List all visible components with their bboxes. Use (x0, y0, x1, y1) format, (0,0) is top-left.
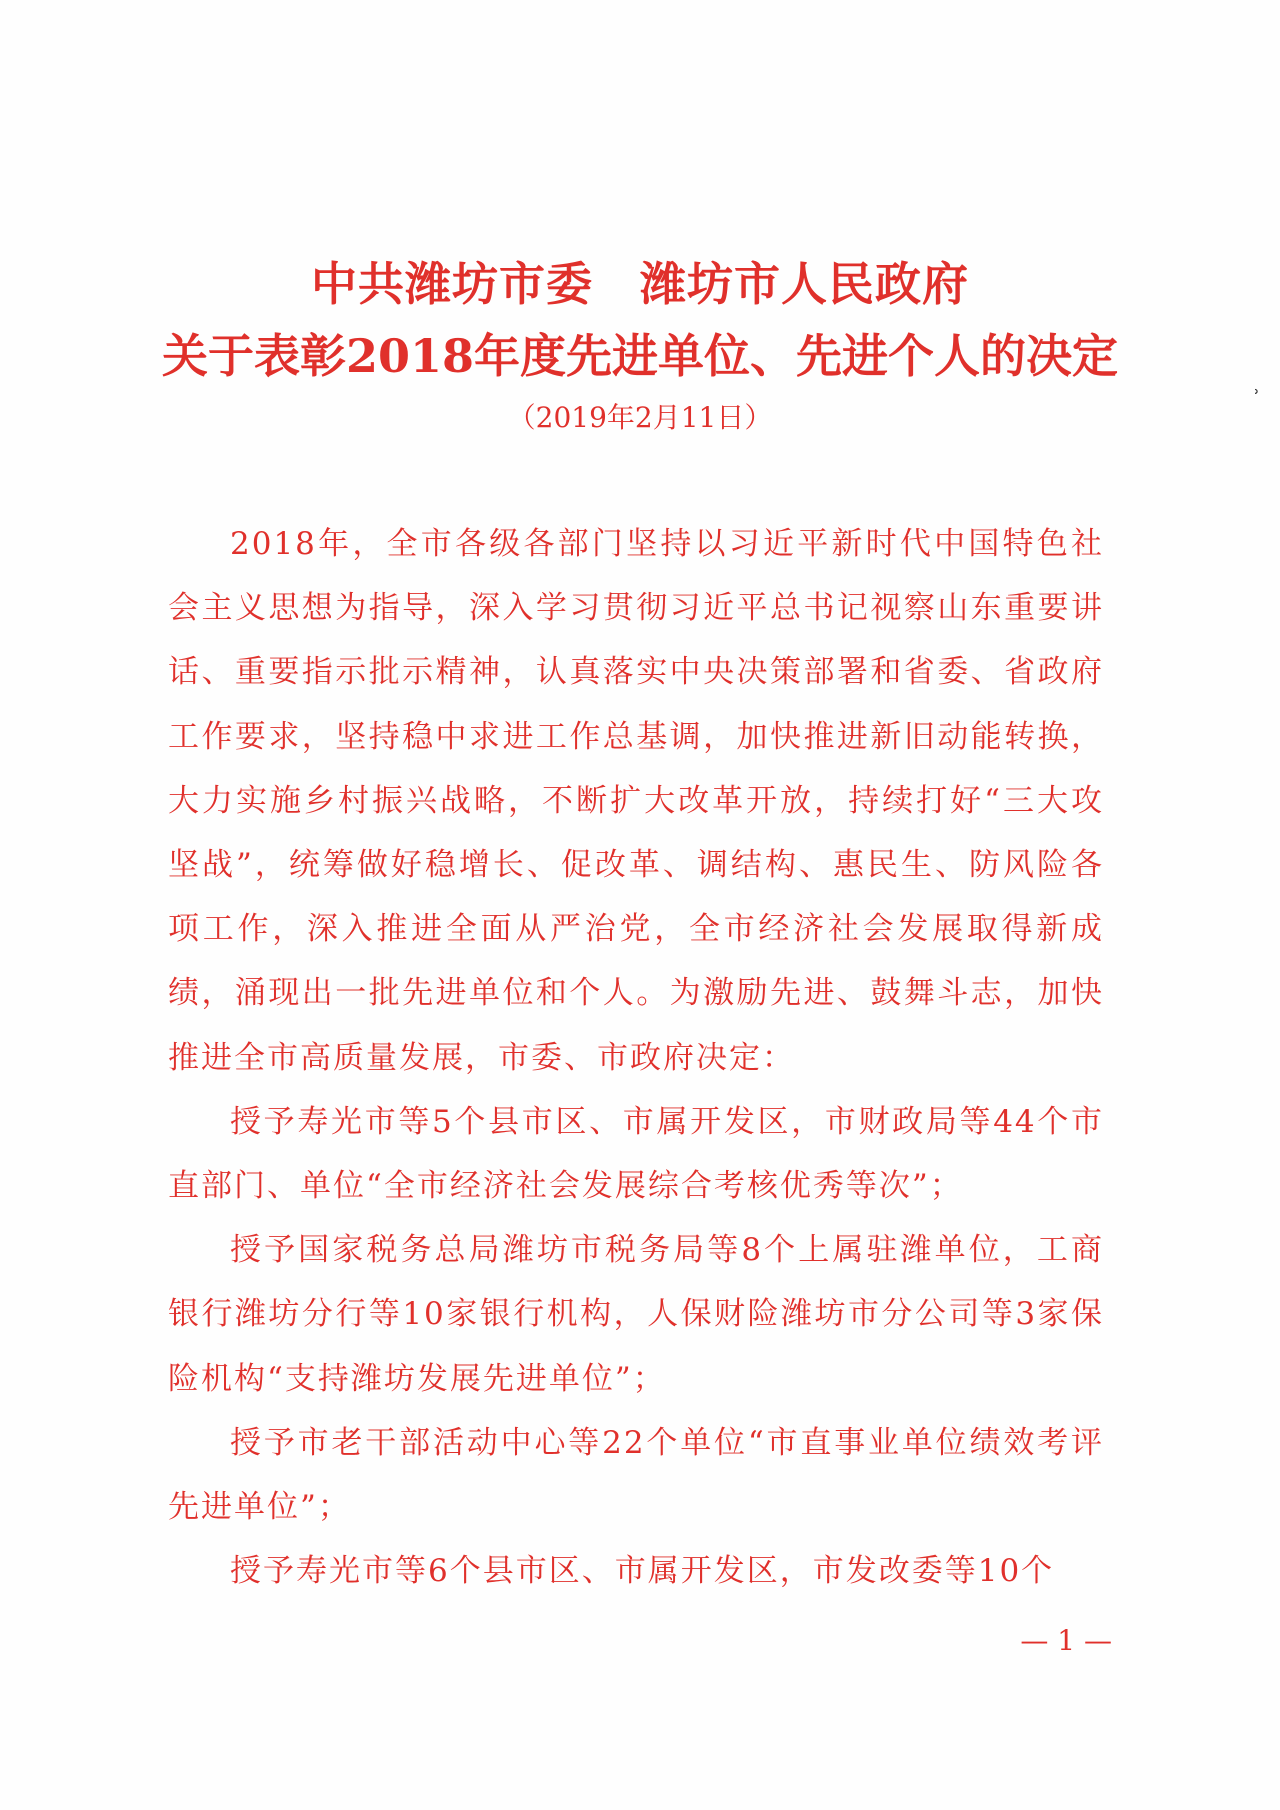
document-date: （2019年2月11日） (507, 401, 773, 434)
document-title-line-1: 中共潍坊市委 潍坊市人民政府 (311, 257, 969, 311)
body-paragraph: 2018年，全市各级各部门坚持以习近平新时代中国特色社会主义思想为指导，深入学习贯彻习近平总书记视察山东重要讲话、重要指示批示精神，认真落实中央决策部署和省委、省政府工作要求，坚持稳中求进工作总基调，加快推进新旧动能转换，大力实施乡村振兴战略，不断扩大改革开放，持续打好“三大攻坚战”，统筹做好稳增长、促改革、调结构、惠民生、防风险各项工作，深入推进全面从严治党，全市经济社会发展取得新成绩，涌现出一批先进单位和个人。为激励先进、鼓舞斗志，加快推进全市高质量发展，市委、市政府决定： (168, 526, 1104, 1076)
document-title-line-2: 关于表彰2018年度先进单位、先进个人的决定 (161, 329, 1119, 383)
body-paragraph: 授予市老干部活动中心等22个单位“市直事业单位绩效考评先进单位”； (168, 1424, 1104, 1526)
body-paragraph: 授予寿光市等5个县市区、市属开发区，市财政局等44个市直部门、单位“全市经济社会发展综合考核优秀等次”； (168, 1103, 1104, 1205)
scan-mark: ˒ (1253, 380, 1260, 404)
body-paragraph: 授予国家税务总局潍坊市税务局等8个上属驻潍单位，工商银行潍坊分行等10家银行机构，人保财险潍坊市分公司等3家保险机构“支持潍坊发展先进单位”； (168, 1232, 1104, 1397)
document-body (168, 512, 1104, 1603)
page-number: — 1 — (1020, 1624, 1112, 1657)
body-paragraph: 授予寿光市等6个县市区、市属开发区，市发改委等10个 (230, 1553, 1055, 1590)
